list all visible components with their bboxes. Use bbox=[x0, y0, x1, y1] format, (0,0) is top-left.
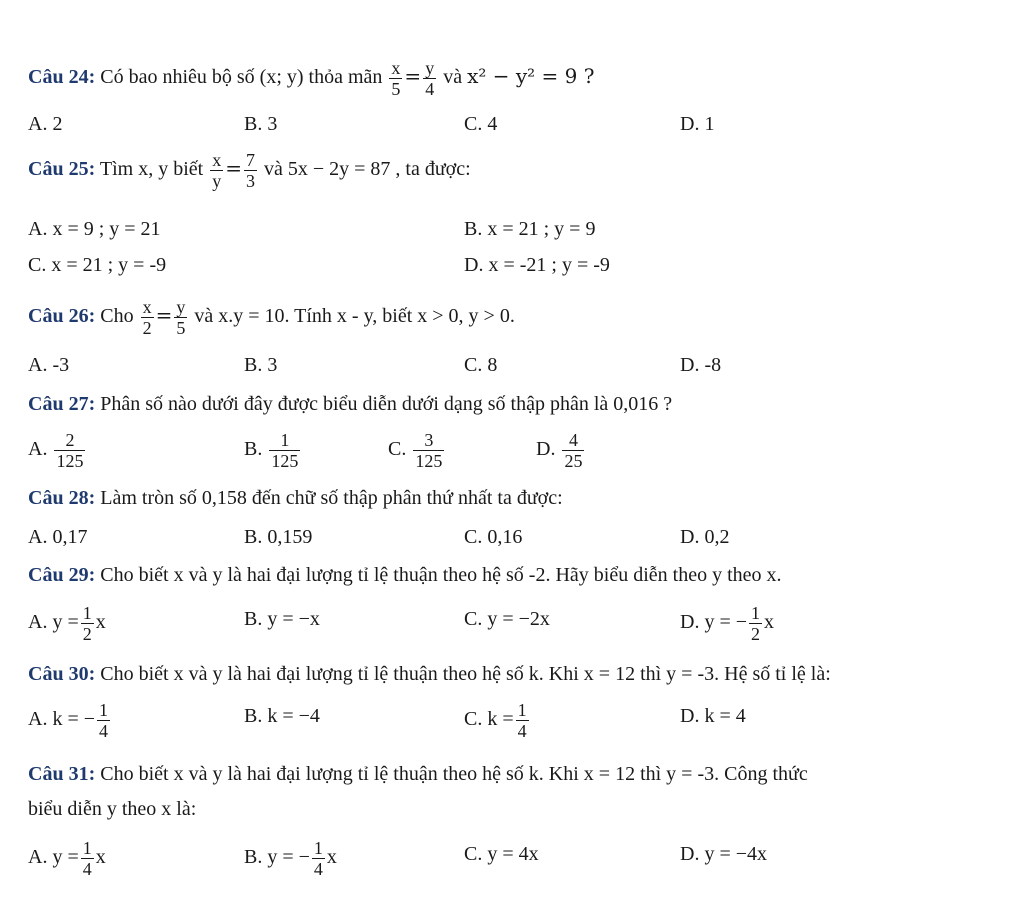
fraction: $\frac{1}{4}$ bbox=[99, 700, 109, 741]
option-d: D. k = 4 bbox=[680, 705, 746, 727]
fraction: $\frac{1}{2}$ bbox=[82, 603, 92, 644]
question-28 bbox=[28, 486, 563, 510]
fraction: $\frac{1}{125}$ bbox=[271, 430, 299, 471]
option-d: D. 1 bbox=[680, 113, 715, 135]
fraction: $\frac{x}{2}$ bbox=[142, 297, 152, 338]
fraction: $\frac{x}{y}$ bbox=[212, 150, 222, 191]
option-d: D. $\frac{4}{25}$ bbox=[536, 430, 583, 471]
option-d: D. y = −4x bbox=[680, 843, 768, 865]
option-c: C. $\frac{3}{125}$ bbox=[388, 430, 443, 471]
option-c: C. k = $\frac{1}{4}$ bbox=[464, 700, 527, 741]
question-text: Tìm x, y biết bbox=[99, 158, 204, 181]
option-c: C. 8 bbox=[464, 354, 498, 376]
option-a: A. -3 bbox=[28, 354, 70, 376]
fraction: $\frac{x}{5}$ bbox=[391, 58, 401, 99]
fraction: $\frac{1}{4}$ bbox=[313, 838, 323, 879]
option-a: A. $\frac{2}{125}$ bbox=[28, 430, 84, 471]
question-text: Phân số nào dưới đây được biểu diễn dưới dạng số thập phân là 0,016 ? bbox=[100, 393, 673, 415]
option-a: A. 0,17 bbox=[28, 526, 88, 548]
option-c: C. x = 21 ; y = -9 bbox=[28, 254, 167, 276]
option-d: D. -8 bbox=[680, 354, 722, 376]
question-label: Câu 24: bbox=[28, 66, 96, 89]
question-25: Câu 25: Tìm x, y biết $\frac{x}{y}$ = $\frac{7}{3}$ và 5x − 2y = 87 , ta được: bbox=[28, 150, 471, 191]
option-d: D. x = -21 ; y = -9 bbox=[464, 254, 610, 276]
question-31 bbox=[28, 762, 808, 786]
option-c: C. y = 4x bbox=[464, 843, 539, 865]
option-b: B. 3 bbox=[244, 113, 278, 135]
question-label: Câu 29: bbox=[28, 564, 96, 586]
fraction: $\frac{3}{125}$ bbox=[415, 430, 443, 471]
question-label: Câu 25: bbox=[28, 158, 96, 181]
option-b: B. $\frac{1}{125}$ bbox=[244, 430, 299, 471]
option-b: B. 0,159 bbox=[244, 526, 313, 548]
fraction: $\frac{4}{25}$ bbox=[564, 430, 583, 471]
question-label: Câu 27: bbox=[28, 393, 96, 415]
option-c: C. y = −2x bbox=[464, 608, 550, 630]
question-27 bbox=[28, 392, 672, 416]
question-text: Cho biết x và y là hai đại lượng tỉ lệ thuận theo hệ số k. Khi x = 12 thì y = -3. Công thức bbox=[100, 763, 808, 785]
question-text: Có bao nhiêu bộ số (x; y) thỏa mãn bbox=[100, 66, 383, 89]
option-a: A. y = $\frac{1}{2}$ x bbox=[28, 603, 106, 644]
option-d: D. y = − $\frac{1}{2}$ x bbox=[680, 603, 775, 644]
option-a: A. y = $\frac{1}{4}$ x bbox=[28, 838, 106, 879]
question-29 bbox=[28, 563, 782, 587]
option-a: A. k = − $\frac{1}{4}$ bbox=[28, 700, 109, 741]
option-c: C. 4 bbox=[464, 113, 498, 135]
option-a: A. x = 9 ; y = 21 bbox=[28, 218, 161, 240]
fraction: $\frac{y}{5}$ bbox=[176, 297, 186, 338]
option-b: B. x = 21 ; y = 9 bbox=[464, 218, 596, 240]
option-b: B. y = − $\frac{1}{4}$ x bbox=[244, 838, 337, 879]
option-c: C. 0,16 bbox=[464, 526, 523, 548]
question-31-continued: biểu diễn y theo x là: bbox=[28, 798, 197, 820]
question-text: Cho biết x và y là hai đại lượng tỉ lệ thuận theo hệ số -2. Hãy biểu diễn theo y theo x. bbox=[100, 564, 782, 586]
equation: x² − y² = 9 ? bbox=[467, 64, 595, 89]
option-d: D. 0,2 bbox=[680, 526, 730, 548]
fraction: $\frac{7}{3}$ bbox=[245, 150, 255, 191]
option-b: B. k = −4 bbox=[244, 705, 320, 727]
question-24: Câu 24: Có bao nhiêu bộ số (x; y) thỏa mãn $\frac{x}{5}$ = $\frac{y}{4}$ và x² − y² = 9 ? bbox=[28, 58, 595, 99]
question-label: Câu 28: bbox=[28, 487, 96, 509]
fraction: $\frac{y}{4}$ bbox=[425, 58, 435, 99]
fraction: $\frac{1}{2}$ bbox=[751, 603, 761, 644]
question-label: Câu 30: bbox=[28, 663, 96, 685]
fraction: $\frac{1}{4}$ bbox=[82, 838, 92, 879]
question-text: Cho bbox=[100, 305, 134, 328]
fraction: $\frac{1}{4}$ bbox=[517, 700, 527, 741]
question-26: Câu 26: Cho $\frac{x}{2}$ = $\frac{y}{5}$ và x.y = 10. Tính x - y, biết x > 0, y > 0. bbox=[28, 297, 515, 338]
option-a: A. 2 bbox=[28, 113, 63, 135]
question-label: Câu 26: bbox=[28, 305, 96, 328]
question-text: Cho biết x và y là hai đại lượng tỉ lệ thuận theo hệ số k. Khi x = 12 thì y = -3. Hệ số tỉ lệ là: bbox=[100, 663, 831, 685]
option-b: B. 3 bbox=[244, 354, 278, 376]
question-text: Làm tròn số 0,158 đến chữ số thập phân thứ nhất ta được: bbox=[100, 487, 563, 509]
fraction: $\frac{2}{125}$ bbox=[56, 430, 84, 471]
option-b: B. y = −x bbox=[244, 608, 320, 630]
question-label: Câu 31: bbox=[28, 763, 96, 785]
question-30 bbox=[28, 662, 831, 686]
